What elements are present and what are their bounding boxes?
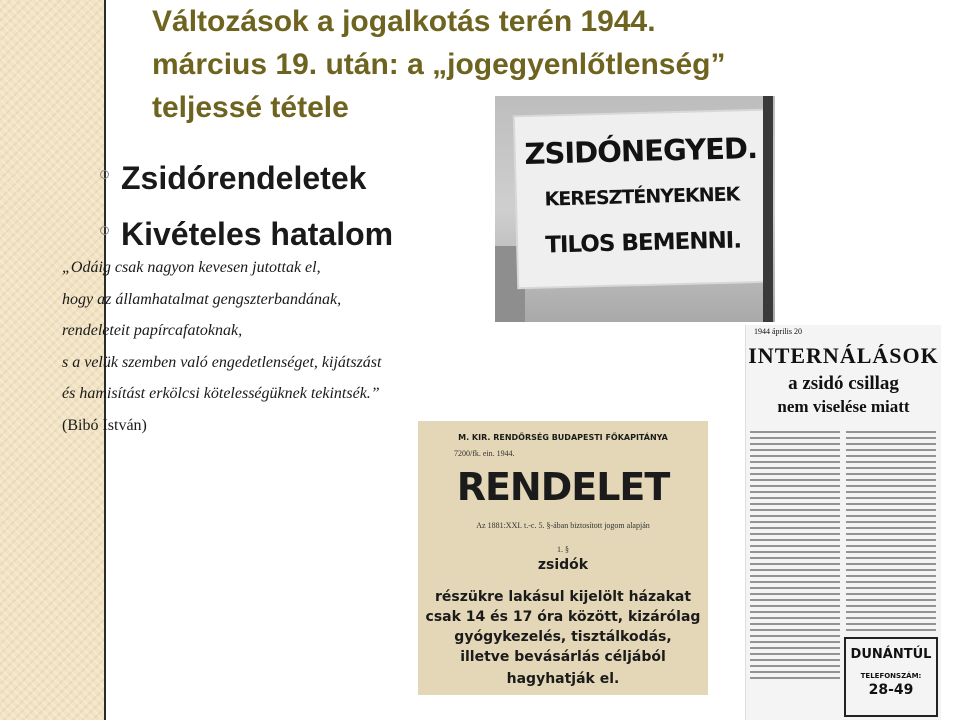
news-masthead: DUNÁNTÚL	[850, 647, 932, 662]
title-line: március 19. után: a „jogegyenlőtlenség”	[152, 48, 726, 81]
decree-body: részükre lakásul kijelölt házakat	[434, 589, 692, 605]
news-headline: a zsidó csillag	[788, 373, 899, 394]
decree-body: hagyhatják el.	[506, 671, 620, 687]
news-text-column	[750, 431, 840, 681]
quote-line: „Odáig csak nagyon kevesen jutottak el,	[62, 259, 321, 276]
decree-subject: zsidók	[537, 557, 589, 573]
title-line: Változások a jogalkotás terén 1944.	[152, 5, 656, 38]
decree-body: csak 14 és 17 óra között, kizárólag	[425, 609, 701, 625]
ghetto-sign-photo	[495, 96, 775, 322]
bullet-list	[100, 150, 393, 262]
news-headline: nem viselése miatt	[777, 397, 910, 416]
quote-author: (Bibó István)	[62, 416, 147, 434]
sign-text: TILOS BEMENNI.	[544, 227, 742, 259]
police-decree-photo	[418, 421, 708, 695]
decree-title: RENDELET	[456, 465, 670, 509]
circle-bullet-icon	[100, 170, 109, 179]
bullet-label: Kivételes hatalom	[121, 215, 394, 252]
news-date: 1944 április 20	[754, 327, 802, 336]
sign-text: ZSIDÓNEGYED.	[524, 130, 758, 172]
bullet-label: Zsidórendeletek	[121, 159, 367, 196]
quote-block	[62, 252, 482, 441]
quote-line: és hamisítást erkölcsi kötelességüknek tekintsék.”	[62, 385, 380, 402]
quote-line: hogy az államhatalmat gengszterbandának,	[62, 290, 342, 308]
decree-body: gyógykezelés, tisztálkodás,	[454, 629, 672, 645]
quote-line: s a velük szemben való engedetlenséget, kijátszást	[62, 353, 382, 371]
news-text-column	[846, 431, 936, 631]
decree-intro: Az 1881:XXI. t.-c. 5. §-ában biztosított jogom alapján	[476, 521, 650, 530]
title-line: teljessé tétele	[152, 91, 349, 124]
sign-board	[515, 111, 769, 287]
news-phone-number: 28-49	[868, 682, 914, 698]
quote-line: rendeleteit papírcafatoknak,	[62, 322, 243, 339]
decree-header: M. KIR. RENDŐRSÉG BUDAPESTI FŐKAPITÁNYA	[458, 433, 668, 442]
sign-post	[763, 96, 773, 322]
sign-text: KERESZTÉNYEKNEK	[544, 183, 740, 211]
decree-section: 1. §	[557, 545, 569, 554]
circle-bullet-icon	[100, 226, 109, 235]
bullet-item	[100, 150, 393, 206]
news-phone-label: TELEFONSZÁM:	[860, 672, 922, 680]
news-masthead-box	[844, 637, 938, 717]
decree-body: illetve bevásárlás céljából	[460, 649, 666, 665]
newspaper-clipping-photo	[745, 325, 941, 720]
decree-number: 7200/fk. ein. 1944.	[454, 449, 515, 458]
news-headline: INTERNÁLÁSOK	[748, 343, 939, 368]
